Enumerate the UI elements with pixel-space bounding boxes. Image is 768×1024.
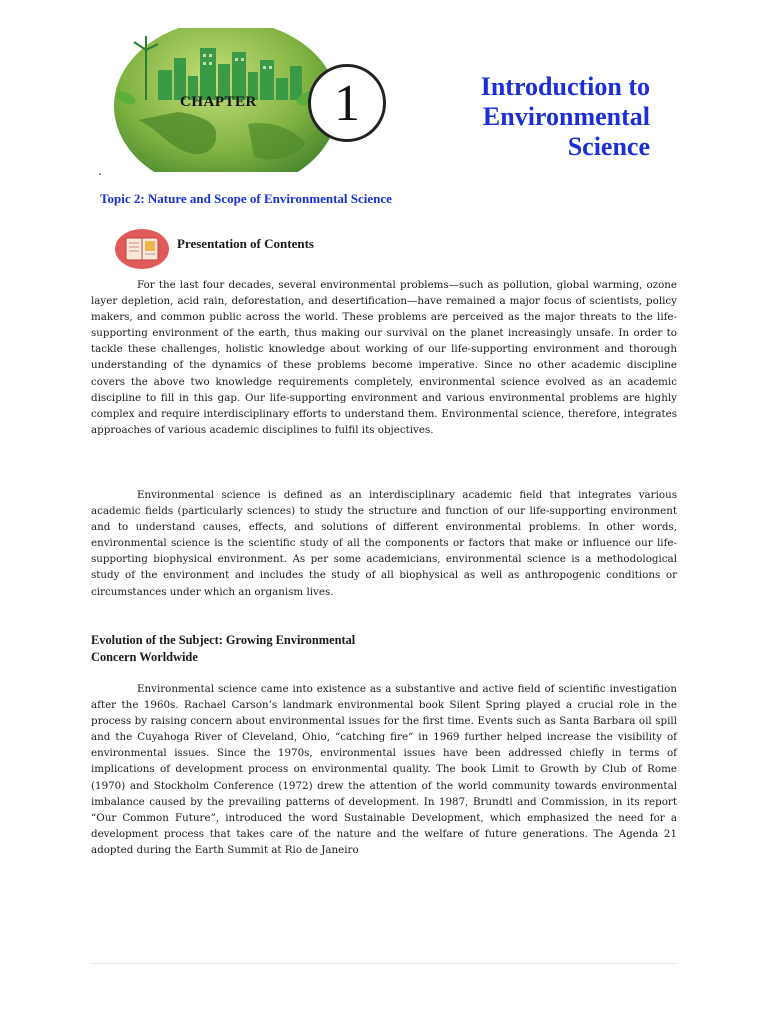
subheading-line: Concern Worldwide — [91, 650, 198, 664]
paragraph: Environmental science is defined as an interdisciplinary academic field that integrates various academic fields (particularly sciences) to study the structure and function of our life-supporting environment and to understand causes, effects, and solutions of different environmental problems. In other words, environmental science is the scientific study of all the components or factors that make or influence our life-supporting biophysical environment. As per some academicians, environmental science is a methodological study of the environment and includes the study of all biophysical as well as anthropogenic conditions or circumstances under which an organism lives. — [91, 489, 677, 598]
chapter-number: 1 — [308, 64, 386, 142]
chapter-title — [481, 72, 650, 162]
paragraph: For the last four decades, several environmental problems—such as pollution, global warming, ozone layer depletion, acid rain, deforestation, and desertification—have remained a major focus of scientists, policy makers, and common public across the world. These problems are perceived as the major threats to the life-supporting environment of the earth, thus making our survival on the planet increasingly unsafe. In order to tackle these challenges, holistic knowledge about working of our life-supporting environment and thorough understanding of the dynamics of these problems become imperative. Since no other academic discipline covers the above two knowledge requirements completely, environmental science evolved as an academic discipline to fill in this gap. Our life-supporting environment and various environmental problems are highly complex and require interdisciplinary efforts to understand them. Environmental science, therefore, integrates approaches of various academic disciplines to fulfil its objectives. — [91, 279, 677, 436]
section-title: Presentation of Contents — [177, 236, 314, 251]
chapter-title-line: Introduction to — [480, 72, 650, 101]
subheading-line: Evolution of the Subject: Growing Environmental — [91, 633, 356, 647]
chapter-label: CHAPTER — [180, 94, 257, 110]
footer-divider — [91, 963, 677, 964]
chapter-title-line: Environmental — [482, 102, 650, 131]
subheading — [91, 632, 355, 666]
chapter-title-line: Science — [567, 132, 650, 161]
topic-heading: Topic 2: Nature and Scope of Environmental Science — [100, 191, 392, 206]
paragraph: Environmental science came into existence as a substantive and active field of scientific investigation after the 1960s. Rachael Carson’s landmark environmental book Silent Spring played a crucial role in the process by raising concern about environmental issues for the first time. Events such as Santa Barbara oil spill and the Cuyahoga River of Cleveland, Ohio, “catching fire” in 1969 further helped increase the visibility of environmental issues. Since the 1970s, environmental issues have been addressed chiefly in terms of implications of development process on environmental quality. The book Limit to Growth by Club of Rome (1970) and Stockholm Conference (1972) drew the attention of the world community towards environmental imbalance caused by the prevailing patterns of development. In 1987, Brundtl and Commission, in its report “Our Common Future”, introduced the word Sustainable Development, which emphasized the need for a development process that takes care of the nature and the welfare of future generations. The Agenda 21 adopted during the Earth Summit at Rio de Janeiro — [91, 683, 677, 856]
stray-dot: . — [98, 164, 102, 178]
book-icon — [114, 228, 170, 270]
